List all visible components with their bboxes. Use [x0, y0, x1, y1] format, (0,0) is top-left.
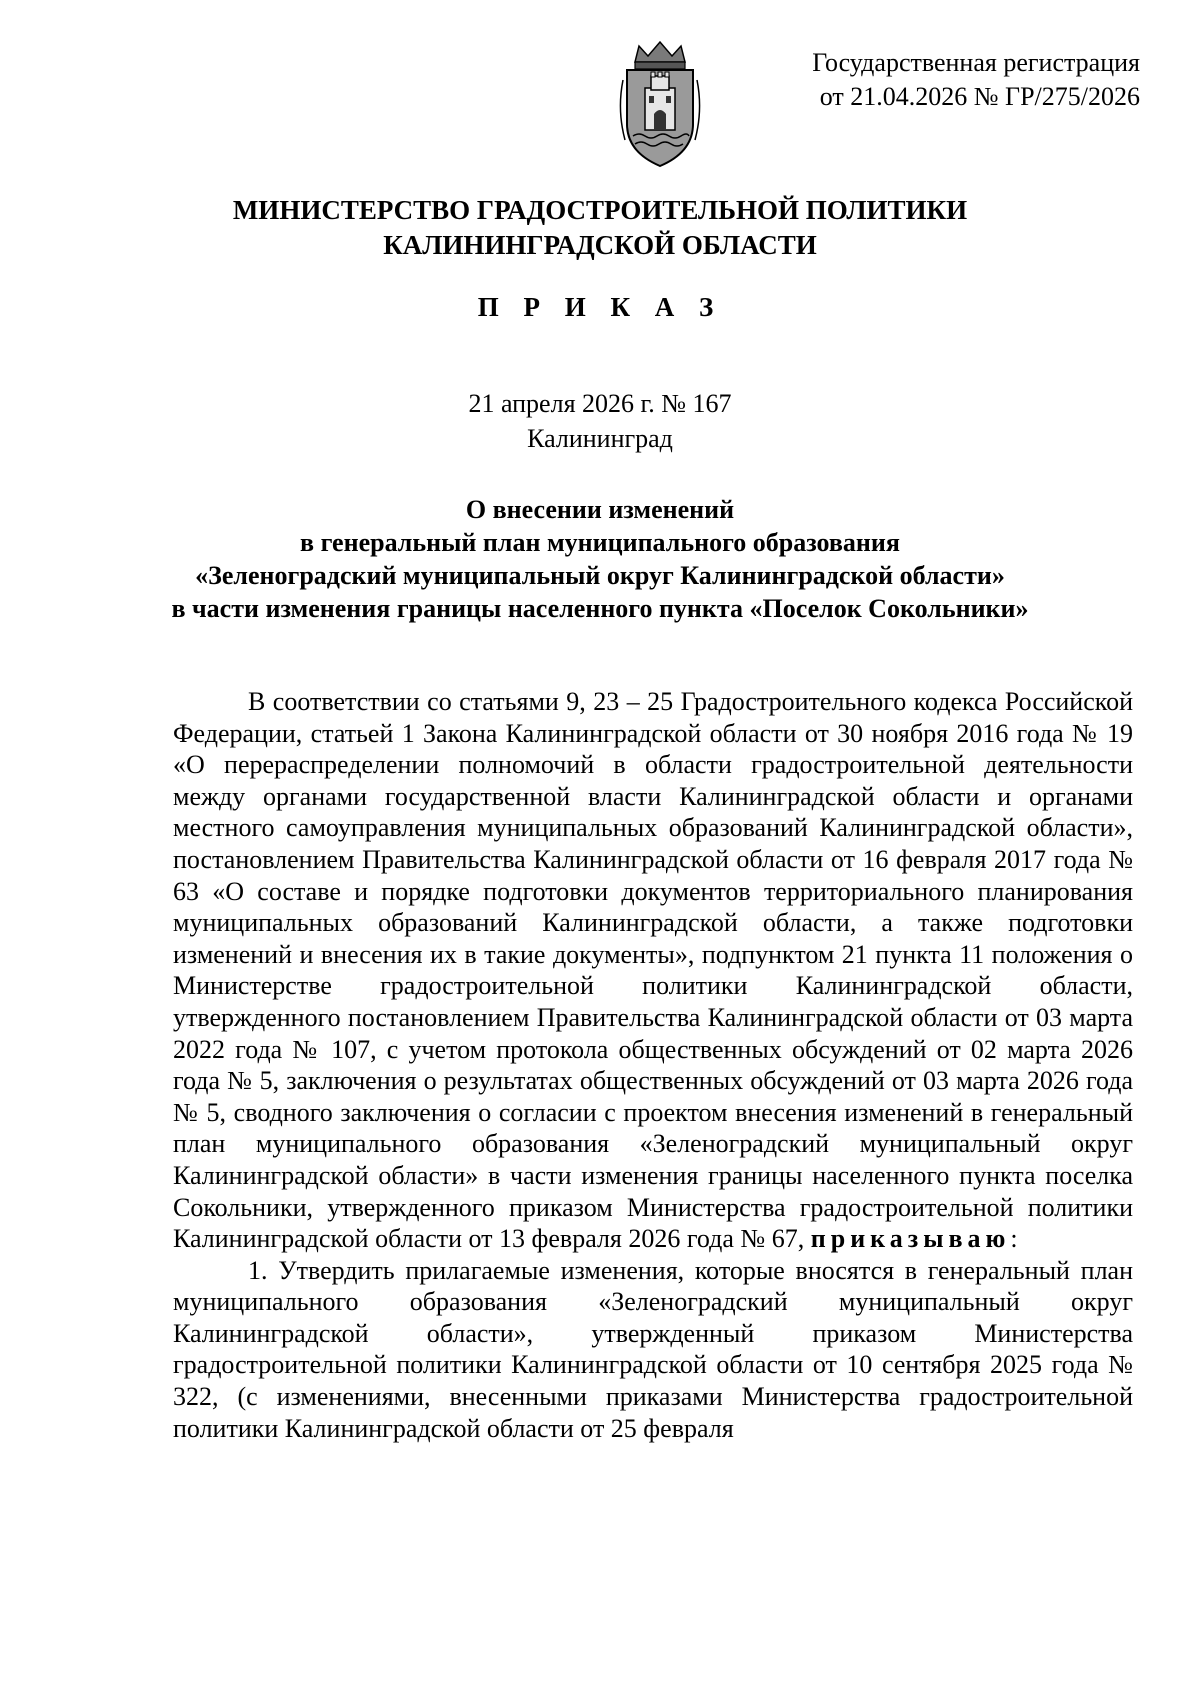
- order-keyword: приказываю: [810, 1224, 1011, 1254]
- registration-line-2: от 21.04.2026 № ГР/275/2026: [819, 82, 1140, 111]
- subject-line-3: «Зеленоградский муниципальный округ Калининградской области»: [195, 561, 1005, 590]
- ministry-title: [0, 193, 1200, 263]
- ministry-line-2: КАЛИНИНГРАДСКОЙ ОБЛАСТИ: [383, 230, 817, 260]
- subject-line-4: в части изменения границы населенного пункта «Поселок Сокольники»: [171, 594, 1029, 623]
- order-city: Калининград: [527, 424, 673, 453]
- order-subject: [0, 493, 1200, 625]
- coat-of-arms-icon: [615, 40, 705, 170]
- item-1-paragraph: 1. Утвердить прилагаемые изменения, которые вносятся в генеральный план муниципального образования «Зеленоградский муниципальный округ Калининградской области», утвержденный приказом Министерства градостроительной политики Калининградской области от 10 сентября 2025 года № 322, (с изменениями, внесенными приказами Министерства градостроительной политики Калининградской области от 25 февраля: [173, 1255, 1133, 1443]
- preamble-paragraph: [173, 686, 1133, 1255]
- registration-line-1: Государственная регистрация: [812, 48, 1140, 77]
- ministry-line-1: МИНИСТЕРСТВО ГРАДОСТРОИТЕЛЬНОЙ ПОЛИТИКИ: [232, 195, 968, 225]
- registration-stamp: [812, 46, 1140, 114]
- order-keyword-colon: :: [1010, 1224, 1018, 1254]
- document-type-title: П Р И К А З: [477, 292, 723, 322]
- order-date-number: 21 апреля 2026 г. № 167: [468, 389, 732, 418]
- subject-line-2: в генеральный план муниципального образования: [300, 528, 900, 557]
- subject-line-1: О внесении изменений: [465, 495, 735, 524]
- order-body: [173, 686, 1133, 1444]
- preamble-text: В соответствии со статьями 9, 23 – 25 Градостроительного кодекса Российской Федерации, статьей 1 Закона Калининградской области от 30 ноября 2016 года № 19 «О перераспределении полномочий в области градостроительной деятельности между органами государственной власти Калининградской области и органами местного самоуправления муниципальных образований Калининградской области», постановлением Правительства Калининградской области от 16 февраля 2017 года № 63 «О составе и порядке подготовки документов территориального планирования муниципальных образований Калининградской области, а также подготовки изменений и внесения их в такие документы», подпунктом 21 пункта 11 положения о Министерстве градостроительной политики Калининградской области, утвержденного постановлением Правительства Калининградской области от 03 марта 2022 года № 107, с учетом протокола общественных обсуждений от 02 марта 2026 года № 5, заключения о результатах общественных обсуждений от 03 марта 2026 года № 5, сводного заключения о согласии с проектом внесения изменений в генеральный план муниципального образования «Зеленоградский муниципальный округ Калининградской области» в части изменения границы населенного пункта поселка Сокольники, утвержденного приказом Министерства градостроительной политики Калининградской области от 13 февраля 2026 года № 67,: [173, 687, 1133, 1254]
